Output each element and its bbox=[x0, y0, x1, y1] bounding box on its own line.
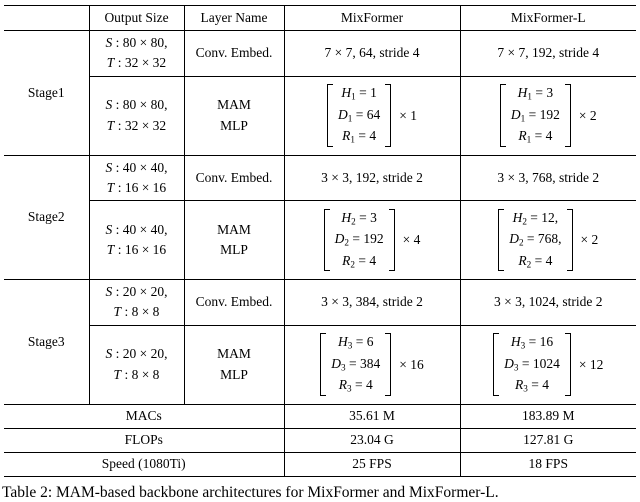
matrix-bracket-right bbox=[567, 209, 573, 271]
speed-mixformer: 25 FPS bbox=[284, 452, 460, 476]
speed-label: Speed (1080Ti) bbox=[4, 452, 284, 476]
stage2-mam-output-size: S : 40 × 40, T : 16 × 16 bbox=[89, 201, 184, 280]
block-multiplier: × 12 bbox=[578, 356, 604, 372]
math-line: $R_1 = 4$ bbox=[342, 128, 377, 145]
math-line: $D_2 = 192$ bbox=[334, 231, 384, 248]
stage1-mam-layer-name: MAM MLP bbox=[184, 76, 284, 155]
stage3-conv-output-size: S : 20 × 20, T : 8 × 8 bbox=[89, 280, 184, 326]
stage1-conv-layer-name: Conv. Embed. bbox=[184, 31, 284, 77]
stage2-mam-row bbox=[4, 201, 636, 280]
math-line: $D_2 = 768$, bbox=[509, 231, 562, 248]
matrix-bracket-right bbox=[389, 209, 395, 271]
flops-mixformer-l: 127.81 G bbox=[460, 428, 636, 452]
macs-row bbox=[4, 404, 636, 428]
speed-mixformer-l: 18 FPS bbox=[460, 452, 636, 476]
matrix-bracket-right bbox=[385, 333, 391, 395]
stage3-mixformer-conv: 3 × 3, 384, stride 2 bbox=[284, 280, 460, 326]
block-multiplier: × 16 bbox=[399, 356, 424, 372]
header-output-size: Output Size bbox=[89, 6, 184, 31]
stage2-conv-layer-name: Conv. Embed. bbox=[184, 155, 284, 201]
math-line: $R_2 = 4$ bbox=[518, 252, 553, 270]
math-line: $H_3 = 16$ bbox=[510, 334, 554, 352]
header-blank-cell bbox=[4, 6, 89, 31]
stage2-mixformer-l-conv: 3 × 3, 768, stride 2 bbox=[460, 155, 636, 201]
stage3-mam-layer-name: MAM MLP bbox=[184, 325, 284, 404]
math-line: $R_1 = 4$ bbox=[518, 128, 553, 145]
block-multiplier: × 4 bbox=[402, 232, 421, 247]
header-layer-name: Layer Name bbox=[184, 6, 284, 31]
stage2-conv-row bbox=[4, 155, 636, 201]
flops-label: FLOPs bbox=[4, 428, 284, 452]
macs-mixformer: 35.61 M bbox=[284, 404, 460, 428]
stage-label-1: Stage1 bbox=[4, 31, 89, 156]
stage2-mixformer-l-mam bbox=[460, 201, 636, 280]
math-line: $H_3 = 6$ bbox=[338, 334, 374, 352]
header-mixformer-l: MixFormer-L bbox=[460, 6, 636, 31]
flops-row bbox=[4, 428, 636, 452]
math-line: $H_1 = 1$ bbox=[341, 85, 377, 103]
block-multiplier: × 2 bbox=[578, 107, 597, 123]
paper-table-page bbox=[0, 5, 640, 501]
math-line: $D_3 = 384$ bbox=[331, 355, 381, 373]
stage3-mixformer-mam bbox=[284, 325, 460, 404]
math-line: $D_3 = 1024$ bbox=[504, 355, 560, 373]
stage3-mixformer-l-conv: 3 × 3, 1024, stride 2 bbox=[460, 280, 636, 326]
block-multiplier: × 1 bbox=[399, 107, 417, 123]
table-header-row bbox=[4, 6, 636, 31]
math-line: $H_2 = 12$, bbox=[512, 209, 559, 227]
stage1-conv-output-size: S : 80 × 80, T : 32 × 32 bbox=[89, 31, 184, 77]
stage2-mixformer-mam bbox=[284, 201, 460, 280]
stage2-conv-output-size: S : 40 × 40, T : 16 × 16 bbox=[89, 155, 184, 201]
stage1-conv-row bbox=[4, 31, 636, 77]
math-line: $R_2 = 4$ bbox=[342, 252, 377, 270]
macs-label: MACs bbox=[4, 404, 284, 428]
architecture-table bbox=[4, 5, 636, 477]
stage-label-3: Stage3 bbox=[4, 280, 89, 405]
stage1-mixformer-l-conv: 7 × 7, 192, stride 4 bbox=[460, 31, 636, 77]
math-line: $R_3 = 4$ bbox=[515, 377, 549, 394]
math-line: $H_2 = 3$ bbox=[341, 209, 377, 227]
flops-mixformer: 23.04 G bbox=[284, 428, 460, 452]
stage3-mam-output-size: S : 20 × 20, T : 8 × 8 bbox=[89, 325, 184, 404]
matrix-bracket-right bbox=[565, 84, 571, 146]
math-line: $R_3 = 4$ bbox=[338, 377, 373, 394]
block-multiplier: × 2 bbox=[580, 232, 599, 247]
stage3-mam-row bbox=[4, 325, 636, 404]
stage1-mixformer-conv: 7 × 7, 64, stride 4 bbox=[284, 31, 460, 77]
stage-label-2: Stage2 bbox=[4, 155, 89, 280]
macs-mixformer-l: 183.89 M bbox=[460, 404, 636, 428]
table-caption: Table 2: MAM-based backbone architectures for MixFormer and MixFormer-L. bbox=[2, 483, 499, 501]
matrix-bracket-right bbox=[385, 84, 391, 146]
math-line: $D_1 = 192$ bbox=[510, 106, 560, 124]
stage2-mixformer-conv: 3 × 3, 192, stride 2 bbox=[284, 155, 460, 201]
stage2-mam-layer-name: MAM MLP bbox=[184, 201, 284, 280]
header-mixformer: MixFormer bbox=[284, 6, 460, 31]
stage1-mixformer-mam bbox=[284, 76, 460, 155]
stage3-conv-layer-name: Conv. Embed. bbox=[184, 280, 284, 326]
stage3-mixformer-l-mam bbox=[460, 325, 636, 404]
math-line: $D_1 = 64$ bbox=[338, 106, 381, 124]
matrix-bracket-right bbox=[565, 333, 571, 395]
stage1-mixformer-l-mam bbox=[460, 76, 636, 155]
stage3-conv-row bbox=[4, 280, 636, 326]
stage1-mam-row bbox=[4, 76, 636, 155]
stage1-mam-output-size: S : 80 × 80, T : 32 × 32 bbox=[89, 76, 184, 155]
math-line: $H_1 = 3$ bbox=[517, 85, 554, 103]
